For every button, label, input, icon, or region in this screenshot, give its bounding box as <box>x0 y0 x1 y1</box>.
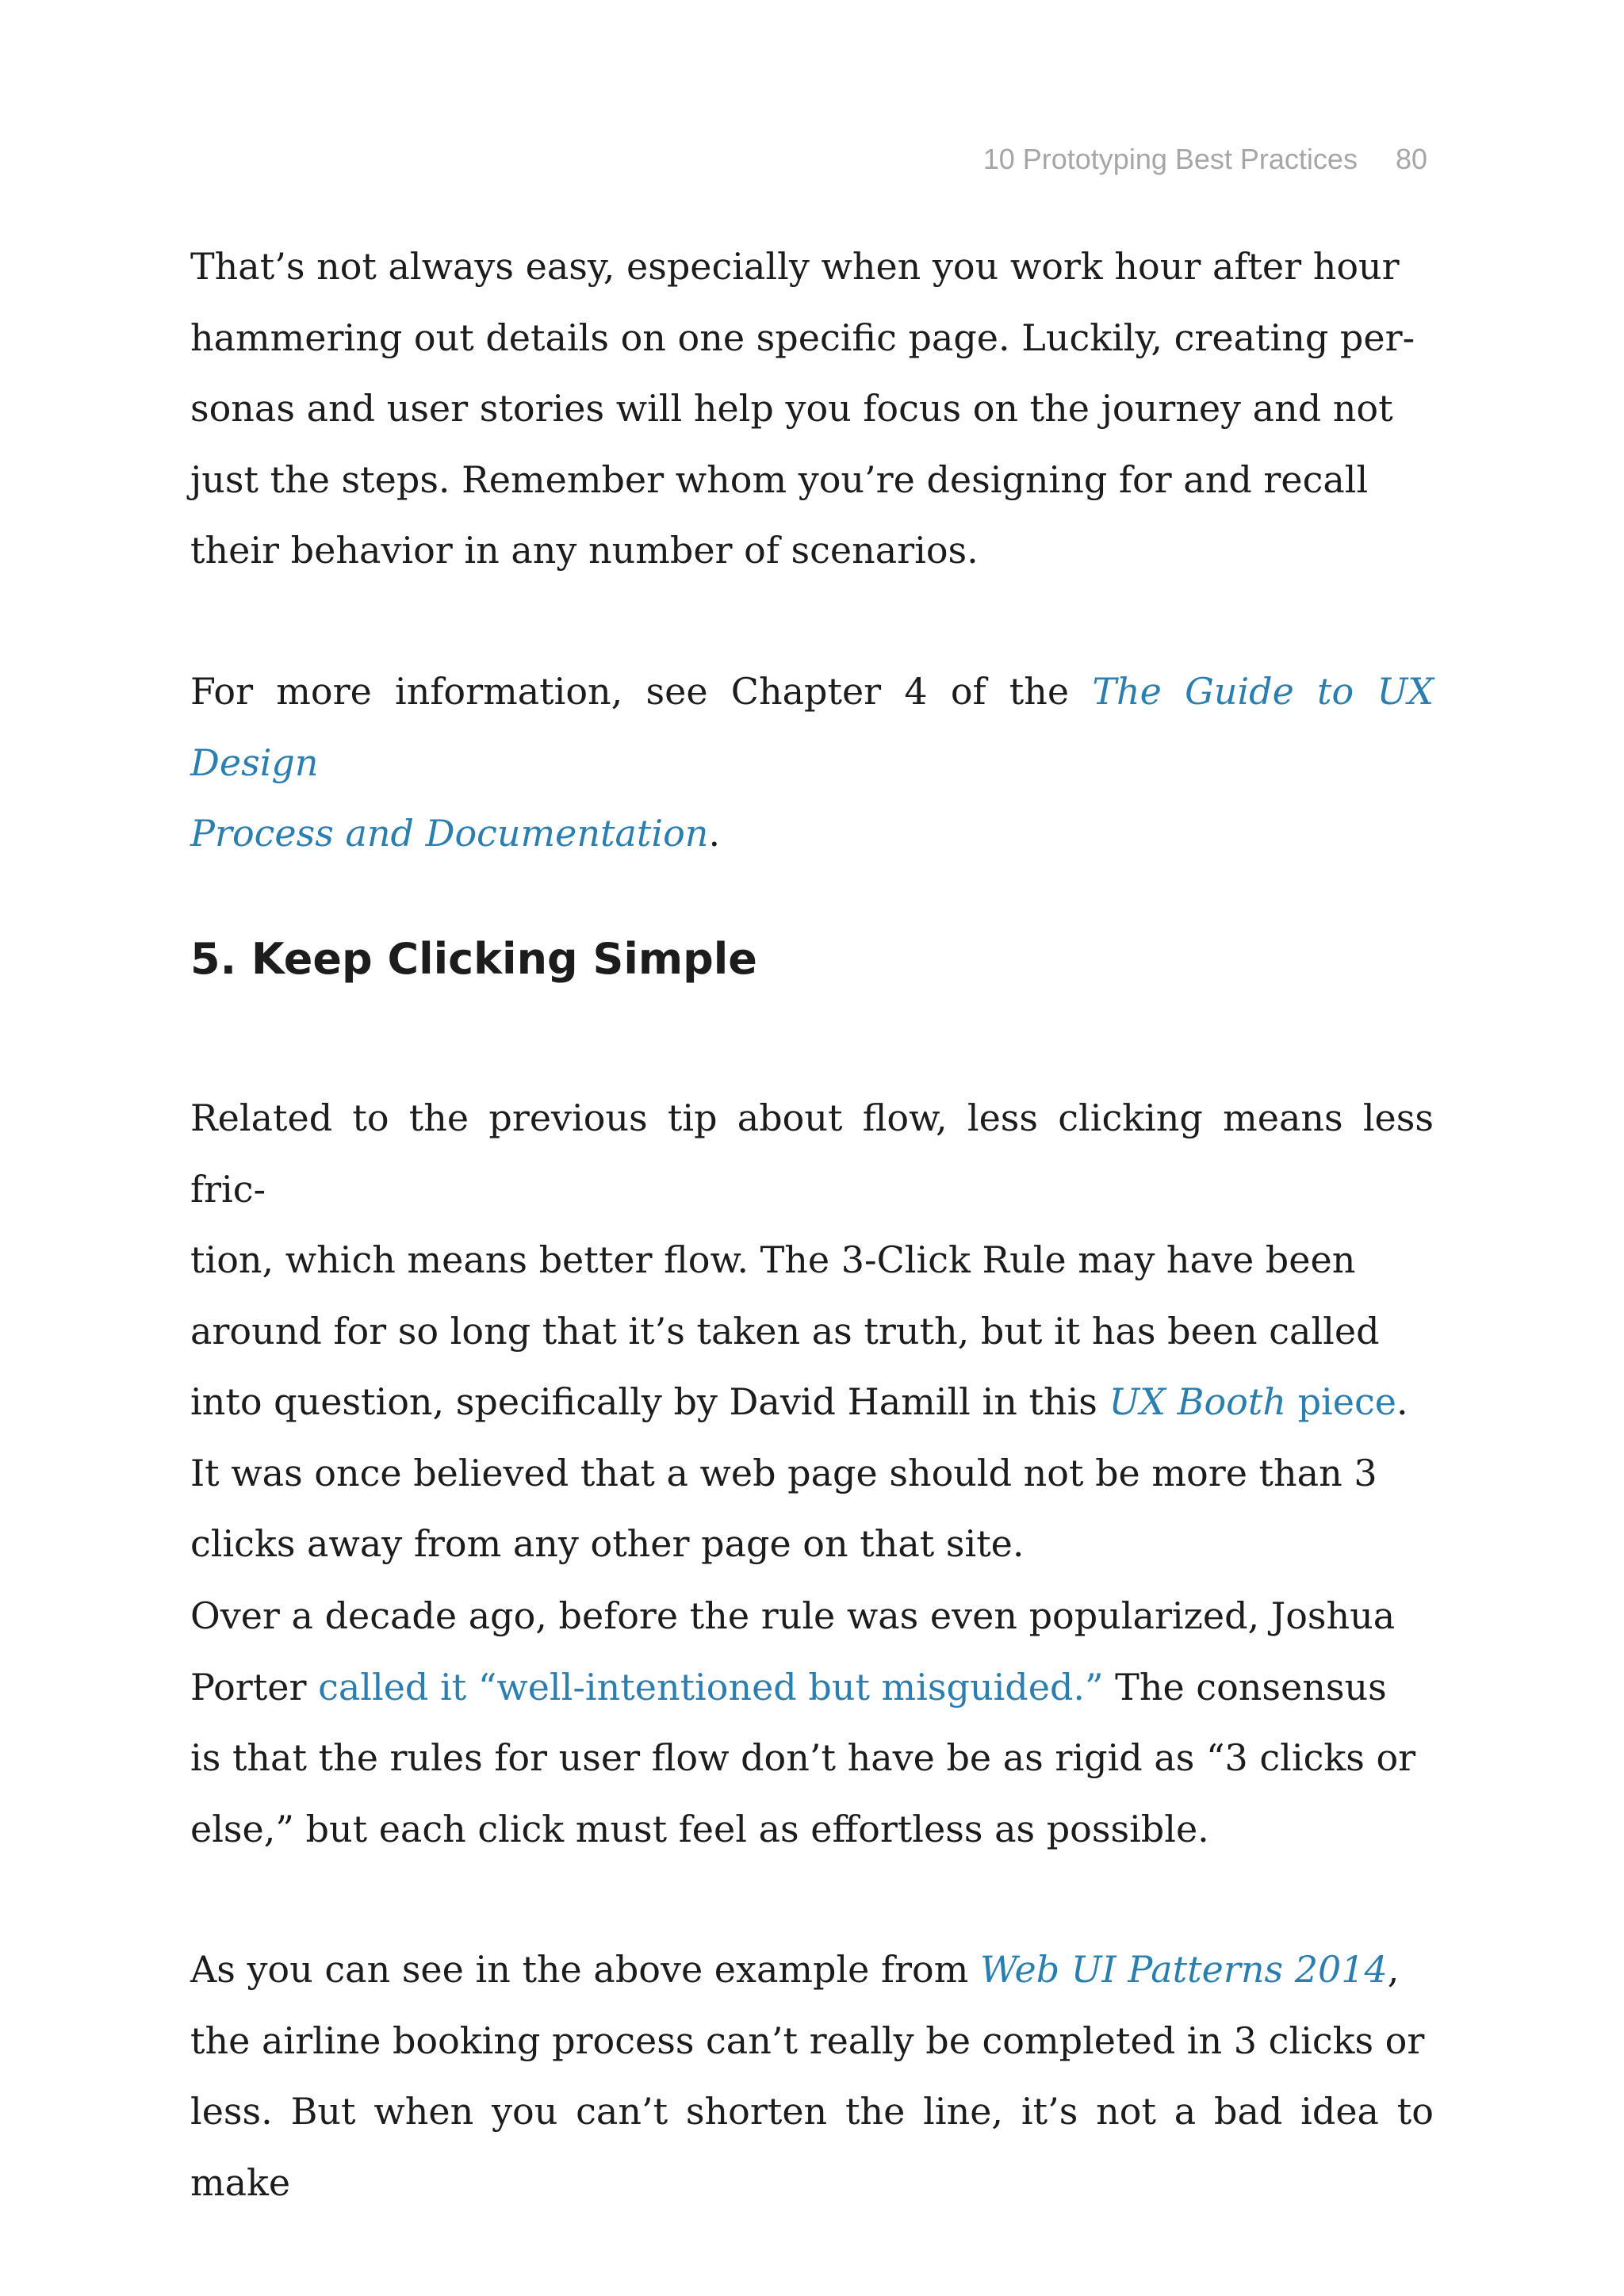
text-segment: . <box>708 812 721 855</box>
text-line: around for so long that it’s taken as truth, but it has been called <box>190 1309 1380 1353</box>
paragraph-joshua-porter <box>190 1581 1434 1865</box>
text-line: else,” but each click must feel as effortless as possible. <box>190 1807 1209 1850</box>
text-line: Related to the previous tip about flow, less clicking means less fric- <box>190 1096 1434 1211</box>
well-intentioned-link[interactable]: called it “well-intentioned but misguided.” <box>318 1665 1104 1709</box>
text-line <box>190 1934 1434 2006</box>
text-line: just the steps. Remember whom you’re designing for and recall <box>190 457 1369 501</box>
text-line: tion, which means better flow. The 3-Click Rule may have been <box>190 1238 1356 1281</box>
text-line: less. But when you can’t shorten the line, it’s not a bad idea to make <box>190 2090 1434 2204</box>
text-segment: into question, specifically by David Hamill in this <box>190 1380 1109 1423</box>
text-line: sonas and user stories will help you focus on the journey and not <box>190 387 1393 430</box>
text-line: their behavior in any number of scenarios. <box>190 529 979 572</box>
text-line <box>190 1652 1434 1724</box>
text-line: clicks away from any other page on that site. <box>190 1522 1025 1565</box>
text-segment: . <box>1396 1380 1408 1423</box>
text-line: It was once believed that a web page should not be more than 3 <box>190 1451 1377 1494</box>
running-title: 10 Prototyping Best Practices <box>982 143 1358 175</box>
text-line: the airline booking process can’t really be completed in 3 clicks or <box>190 2019 1425 2062</box>
page-number: 80 <box>1395 143 1427 175</box>
text-segment: Porter <box>190 1665 319 1709</box>
text-line: Over a decade ago, before the rule was even popularized, Joshua <box>190 1594 1396 1637</box>
paragraph-more-info <box>190 656 1434 870</box>
section-heading: 5. Keep Clicking Simple <box>190 934 757 984</box>
text-line <box>190 1367 1434 1438</box>
paragraph-personas <box>190 232 1434 587</box>
web-ui-patterns-link[interactable]: Web UI Patterns 2014 <box>979 1948 1388 1991</box>
paragraph-web-ui-patterns <box>190 1934 1434 2218</box>
piece-link-text: piece <box>1297 1380 1396 1423</box>
text-line: hammering out details on one specific page. Luckily, creating per- <box>190 316 1415 359</box>
text-line <box>190 656 1434 798</box>
ux-booth-piece-link[interactable] <box>1109 1380 1396 1423</box>
guide-ux-design-link[interactable]: The Guide to UX Design <box>190 670 1434 784</box>
text-line <box>190 812 720 855</box>
text-line: That’s not always easy, especially when you work hour after hour <box>190 245 1400 288</box>
link-space <box>1286 1380 1298 1423</box>
text-segment: For more information, see Chapter 4 of the <box>190 670 1093 713</box>
text-segment: As you can see in the above example from <box>190 1948 980 1991</box>
text-segment: The consensus <box>1103 1665 1387 1709</box>
text-line: is that the rules for user flow don’t have be as rigid as “3 clicks or <box>190 1736 1416 1779</box>
paragraph-three-click-rule <box>190 1083 1434 1580</box>
guide-ux-design-link-continued[interactable]: Process and Documentation <box>190 812 709 855</box>
running-header <box>983 143 1427 176</box>
text-segment: , <box>1387 1948 1400 1991</box>
ux-booth-link-text: UX Booth <box>1109 1380 1286 1423</box>
